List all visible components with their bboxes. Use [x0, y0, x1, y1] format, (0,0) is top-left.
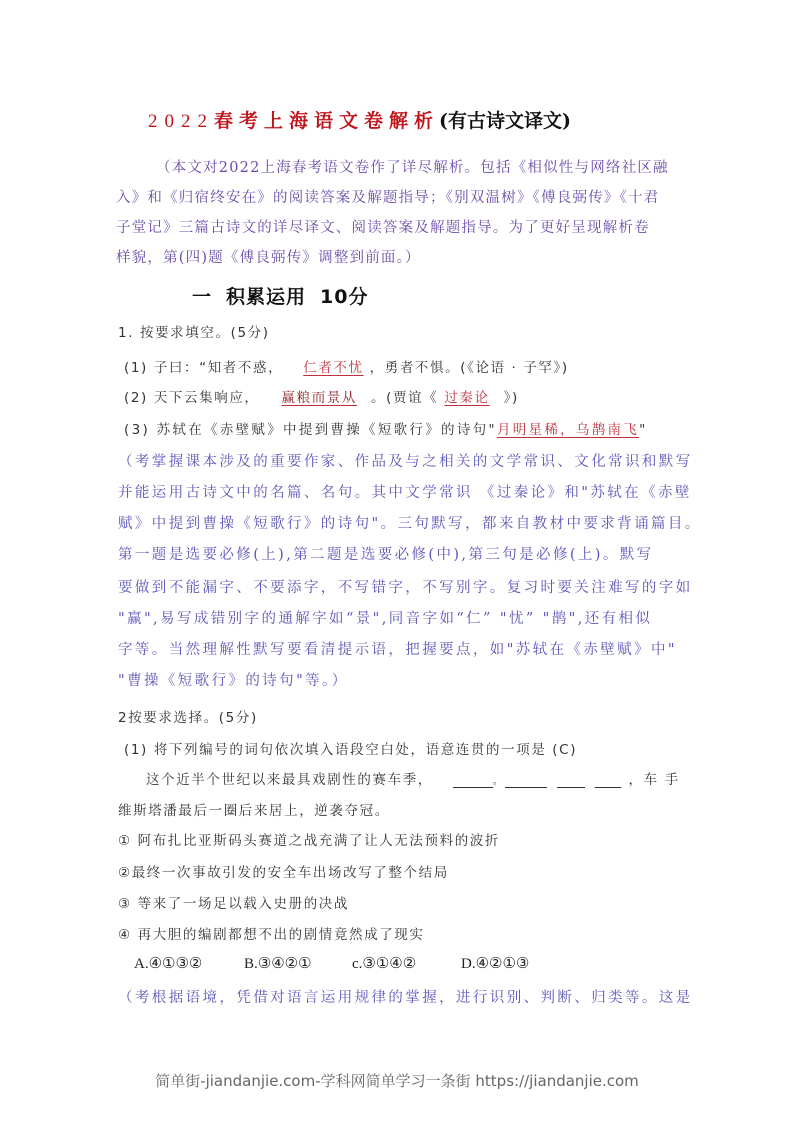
q1-item-text: ": [639, 422, 648, 438]
q1-answer: 仁者不忧: [303, 360, 364, 376]
q2-sub-1: (1) 将下列编号的词句依次填入语段空白处，语意连贯的一项是 (C): [124, 742, 578, 758]
intro-line: 入》和《归宿终安在》的阅读答案及解题指导；《别双温树》《傅良弼传》《十君: [116, 190, 660, 206]
passage-text: 这个近半个世纪以来最具戏剧性的赛车季，: [146, 772, 433, 788]
q1-item-text: ，勇者不惧。(《论语 · 子罕》): [369, 360, 569, 376]
title-suffix: (有古诗文译文): [439, 110, 571, 132]
q2-passage-line-2: 维斯塔潘最后一圈后来居上，逆袭夺冠。: [118, 803, 390, 819]
blank-2: [505, 773, 547, 788]
q1-answer: 月明星稀，乌鹊南飞: [496, 422, 640, 438]
section-score: 10分: [320, 286, 369, 308]
analysis-line: "赢",易写成错别字的通解字如“景",同音字如“仁” "忧” "鹊",还有相似: [118, 611, 653, 627]
choice-item: ②最终一次事故引发的安全车出场改写了整个结局: [118, 865, 449, 881]
q1-answer: 赢粮而景从: [281, 390, 358, 406]
q1-item-3: [124, 418, 648, 438]
section-heading: [192, 282, 368, 309]
section-number: 一: [192, 286, 213, 308]
blank-4: [595, 773, 621, 788]
intro-line: 样貌，第(四)题《傅良弼传》调整到前面。）: [116, 250, 421, 266]
q1-item-text: 。(贾谊《: [371, 390, 439, 406]
passage-text: ，车 手: [628, 772, 680, 788]
option-a: A.④①③②: [134, 956, 203, 972]
intro-line: （本文对2022上海春考语文卷作了详尽解析。包括《相似性与网络社区融: [156, 160, 669, 176]
intro-line: 子堂记》三篇古诗文的详尽译文、阅读答案及解题指导。为了更好呈现解析卷: [116, 220, 650, 236]
q1-answer: 过秦论: [444, 390, 490, 406]
analysis-line: 字等。当然理解性默写要看清提示语，把握要点，如"苏轼在《赤壁赋》中": [118, 642, 677, 658]
q1-item-text: (3) 苏轼在《赤壁赋》中提到曹操《短歌行》的诗句": [124, 422, 497, 438]
analysis-line: 赋》中提到曹操《短歌行》的诗句"。三句默写，都来自教材中要求背诵篇目。: [118, 516, 702, 532]
q1-item-text: (1) 子曰：“知者不惑，: [124, 360, 284, 376]
q1-item-1: [124, 356, 569, 376]
document-title: [148, 106, 571, 133]
option-d: D.④②①③: [461, 956, 530, 972]
question-1-heading: 1. 按要求填空。(5分): [118, 325, 270, 341]
analysis-line: （考掌握课本涉及的重要作家、作品及与之相关的文学常识、文化常识和默写: [118, 454, 693, 470]
q1-item-text: (2) 天下云集响应，: [124, 390, 260, 406]
q2-analysis-line: （考根据语境，凭借对语言运用规律的掌握，进行识别、判断、归类等。这是: [118, 990, 693, 1006]
footer-watermark: 简单街-jiandanjie.com-学科网简单学习一条街 https://jiandanjie.com: [155, 1072, 639, 1090]
analysis-line: 第一题是选要必修(上),第二题是选要必修(中),第三句是必修(上)。默写: [118, 547, 654, 563]
analysis-line: 要做到不能漏字、不要添字，不写错字，不写别字。复习时要关注难写的字如: [118, 580, 693, 596]
q1-item-text: 》): [503, 390, 519, 406]
title-main: 春考上海语文卷解析: [214, 110, 440, 132]
choice-item: ③ 等来了一场足以载入史册的决战: [118, 896, 349, 912]
choice-item: ④ 再大胆的编剧都想不出的剧情竟然成了现实: [118, 927, 425, 943]
q1-item-2: [124, 386, 519, 406]
option-b: B.③④②①: [244, 956, 312, 972]
choice-item: ① 阿布扎比亚斯码头赛道之战充满了让人无法预料的波折: [118, 833, 500, 849]
analysis-line: "曹操《短歌行》的诗句"等。）: [118, 673, 349, 689]
section-title: 积累运用: [226, 286, 307, 308]
question-2-heading: 2按要求选择。(5分): [118, 710, 258, 726]
option-c: c.③①④②: [352, 956, 417, 972]
q2-passage-line-1: 这个近半个世纪以来最具戏剧性的赛车季， 。 ，车 手: [146, 772, 680, 788]
title-year: 2022: [148, 111, 214, 132]
blank-1: [453, 773, 493, 788]
blank-3: [557, 773, 585, 788]
analysis-line: 并能运用古诗文中的名篇、名句。其中文学常识 《过秦论》和"苏轼在《赤壁: [118, 485, 692, 501]
